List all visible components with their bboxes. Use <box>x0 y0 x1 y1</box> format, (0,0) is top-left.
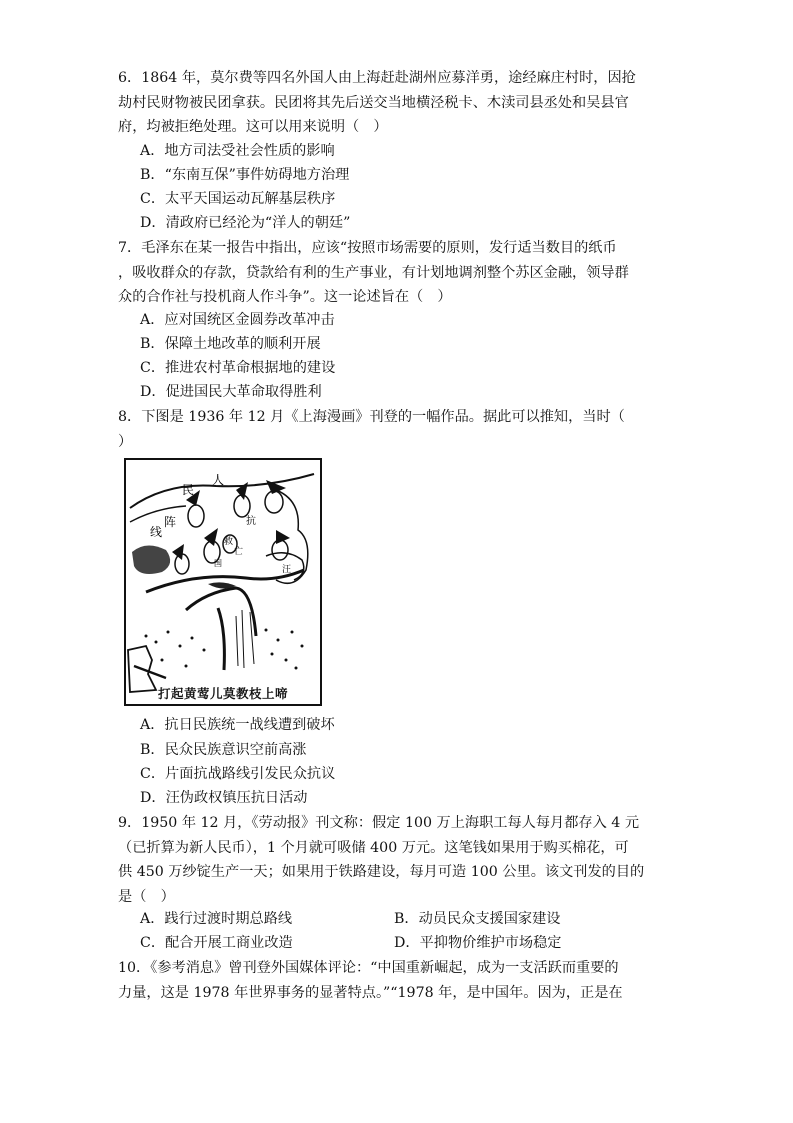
question-10-line-1: 10．《参考消息》曾刊登外国媒体评论：“中国重新崛起，成为一支活跃而重要的 <box>118 960 619 976</box>
q6-option-a[interactable]: A．地方司法受社会性质的影响 <box>140 143 335 159</box>
question-9-line-1: 9．1950 年 12 月，《劳动报》刊文称：假定 100 万上海职工每人每月都存入 4 元 <box>118 815 640 831</box>
cartoon-label-kang: 抗 <box>246 516 256 527</box>
q8-option-b[interactable]: B．民众民族意识空前高涨 <box>140 742 307 758</box>
cartoon-label-guo: 国 <box>214 559 222 568</box>
q8-option-d[interactable]: D．汪伪政权镇压抗日活动 <box>140 790 308 806</box>
q8-option-c[interactable]: C．片面抗战路线引发民众抗议 <box>140 766 336 782</box>
q6-option-d[interactable]: D．清政府已经沦为“洋人的朝廷” <box>140 215 351 231</box>
cartoon-label-jiu: 救 <box>224 537 234 547</box>
question-6-line-3: 府，均被拒绝处理。这可以用来说明（ ） <box>118 119 388 135</box>
question-7-line-1: 7．毛泽东在某一报告中指出，应该“按照市场需要的原则，发行适当数目的纸币 <box>118 240 617 256</box>
q6-option-b[interactable]: B．“东南互保”事件妨碍地方治理 <box>140 167 350 183</box>
question-6-line-1: 6．1864 年，莫尔费等四名外国人由上海赶赴湖州应募洋勇，途经麻庄村时，因抢 <box>118 70 636 86</box>
cartoon-label-ren: 人 <box>212 473 225 487</box>
cartoon-label-wangjw: 汪 <box>282 565 292 575</box>
cartoon-drawing <box>126 460 320 704</box>
question-7-line-3: 众的合作社与投机商人作斗争”。这一论述旨在（ ） <box>118 289 452 305</box>
question-9-line-3: 供 450 万纱锭生产一天；如果用于铁路建设，每月可造 100 公里。该文刊发的目的 <box>118 864 645 880</box>
question-8 <box>118 405 678 454</box>
question-7 <box>118 236 678 310</box>
question-8-line-1: 8．下图是 1936 年 12 月《上海漫画》刊登的一幅作品。据此可以推知，当时（ <box>118 409 625 425</box>
cartoon-label-zhen: 阵 <box>164 515 177 529</box>
question-9 <box>118 811 678 909</box>
question-6 <box>118 66 678 140</box>
question-8-line-2: ） <box>118 433 133 450</box>
q9-option-a[interactable]: A．践行过渡时期总路线 <box>140 911 293 927</box>
q7-option-a[interactable]: A．应对国统区金圆券改革冲击 <box>140 312 335 328</box>
question-10 <box>118 956 678 1005</box>
q8-option-a[interactable]: A．抗日民族统一战线遭到破坏 <box>140 717 335 733</box>
question-7-line-2: ，吸收群众的存款，贷款给有利的生产事业，有计划地调剂整个苏区金融，领导群 <box>118 264 629 281</box>
q7-option-b[interactable]: B．保障土地改革的顺利开展 <box>140 336 321 352</box>
cartoon-caption: 打起黄莺儿莫教枝上啼 <box>157 686 288 701</box>
cartoon-label-wang: 亡 <box>234 547 244 557</box>
question-9-line-2: （已折算为新人民币），1 个月就可吸储 400 万元。这笔钱如果用于购买棉花，可 <box>118 839 629 856</box>
cartoon-image <box>124 458 322 706</box>
q9-option-b[interactable]: B．动员民众支援国家建设 <box>394 911 561 927</box>
question-9-line-4: 是（ ） <box>118 888 175 905</box>
q9-option-d[interactable]: D．平抑物价维护市场稳定 <box>394 935 562 951</box>
q6-option-c[interactable]: C．太平天国运动瓦解基层秩序 <box>140 191 336 207</box>
q7-option-d[interactable]: D．促进国民大革命取得胜利 <box>140 384 322 400</box>
q7-option-c[interactable]: C．推进农村革命根据地的建设 <box>140 360 336 376</box>
q9-option-c[interactable]: C．配合开展工商业改造 <box>140 935 293 951</box>
question-6-line-2: 劫村民财物被民团拿获。民团将其先后送交当地横泾税卡、木渎司县丞处和吴县官 <box>118 94 629 111</box>
cartoon-label-min: 民 <box>182 483 195 497</box>
question-10-line-2: 力量，这是 1978 年世界事务的显著特点。”“1978 年，是中国年。因为，正是在 <box>118 984 623 1001</box>
cartoon-label-xian: 线 <box>150 525 163 539</box>
